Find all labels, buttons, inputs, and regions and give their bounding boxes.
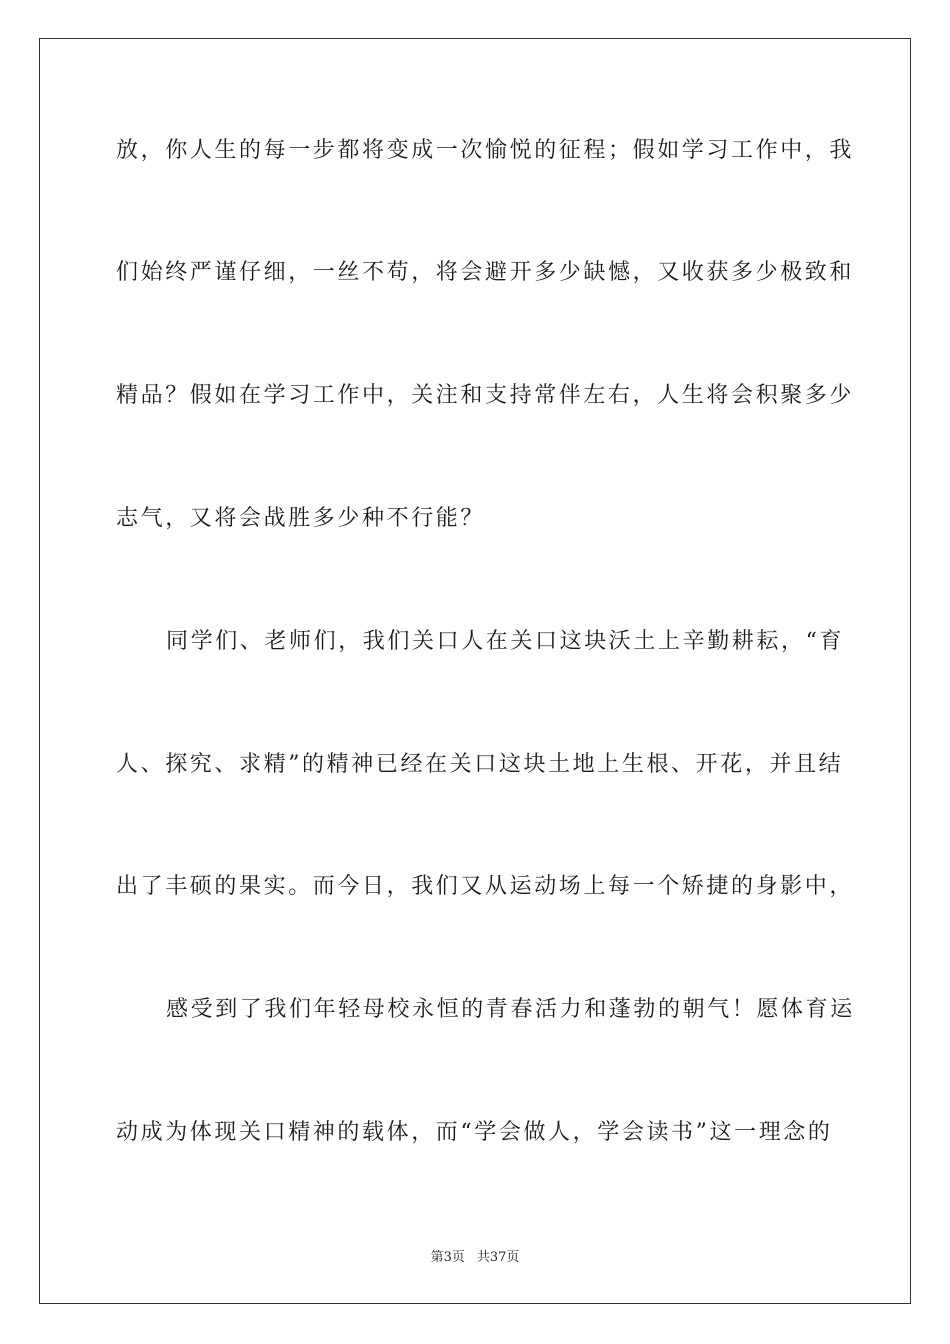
page-number: 第3页 (430, 1250, 465, 1265)
text-line-6: 人、探究、求精”的精神已经在关口这块土地上生根、开花，并且结 (116, 752, 844, 777)
page-border (39, 38, 911, 1304)
page-total: 共37页 (476, 1250, 520, 1265)
text-line-1: 放，你人生的每一步都将变成一次愉悦的征程；假如学习工作中，我 (116, 138, 855, 163)
paragraph-start-line-5: 同学们、老师们，我们关口人在关口这块沃土上辛勤耕耘，“育 (166, 629, 845, 654)
text-line-9: 动成为体现关口精神的载体，而“学会做人，学会读书”这一理念的 (116, 1120, 833, 1145)
text-line-7: 出了丰硕的果实。而今日，我们又从运动场上每一个矫捷的身影中， (116, 874, 855, 899)
paragraph-start-line-8: 感受到了我们年轻母校永恒的青春活力和蓬勃的朝气！愿体育运 (166, 997, 855, 1022)
text-line-3: 精品？假如在学习工作中，关注和支持常伴左右，人生将会积聚多少 (116, 383, 855, 408)
text-line-2: 们始终严谨仔细，一丝不苟，将会避开多少缺憾，又收获多少极致和 (116, 260, 855, 285)
page-footer (0, 1246, 950, 1265)
text-line-4: 志气，又将会战胜多少种不行能？ (116, 506, 486, 531)
